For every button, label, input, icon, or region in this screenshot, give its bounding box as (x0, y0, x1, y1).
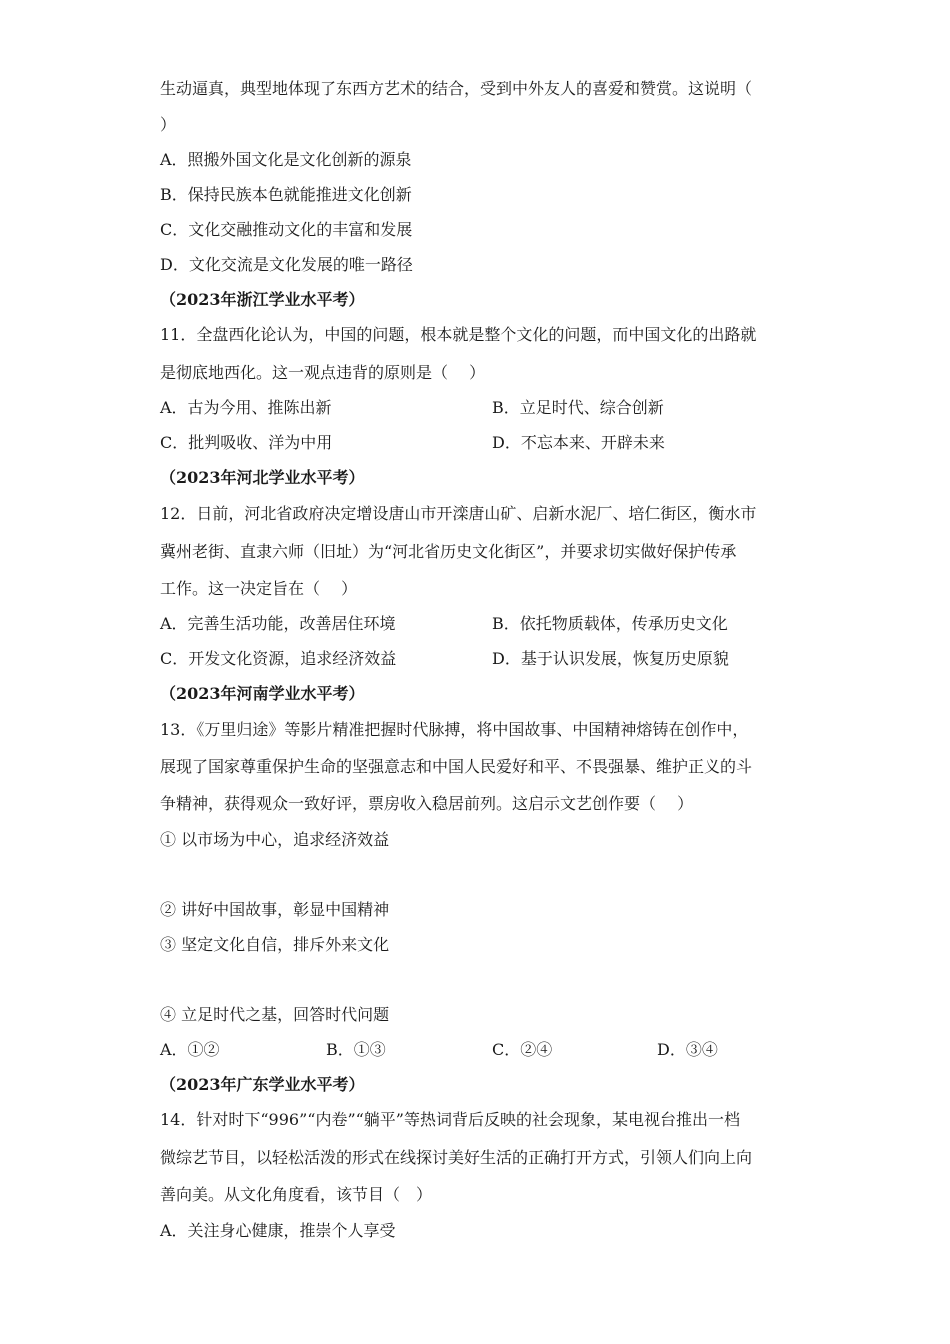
q12-stem-line2: 冀州老街、直隶六师（旧址）为“河北省历史文化街区”，并要求切实做好保护传承 (160, 542, 737, 561)
q14-stem-line3: 善向美。从文化角度看，该节目（ ） (160, 1185, 433, 1204)
q11-option-a: A．古为今用、推陈出新 (160, 398, 332, 417)
q12-source: （2023年河北学业水平考） (160, 468, 365, 487)
q13-option-b: B．①③ (326, 1040, 386, 1059)
q11-option-d: D．不忘本来、开辟未来 (492, 433, 665, 452)
q12-stem-line1: 12．日前，河北省政府决定增设唐山市开滦唐山矿、启新水泥厂、培仁街区，衡水市 (160, 504, 757, 523)
q13-statement-2: ② 讲好中国故事，彰显中国精神 (160, 900, 390, 919)
q14-stem-line1: 14．针对时下“996”“内卷”“躺平”等热词背后反映的社会现象，某电视台推出一档 (160, 1110, 740, 1129)
q12-option-c: C．开发文化资源，追求经济效益 (160, 649, 397, 668)
q12-option-b: B．依托物质载体，传承历史文化 (492, 614, 728, 633)
q14-source: （2023年广东学业水平考） (160, 1075, 365, 1094)
q10-stem-line1: 生动逼真，典型地体现了东西方艺术的结合，受到中外友人的喜爱和赞赏。这说明（ (160, 79, 753, 98)
q13-stem-line1: 13．《万里归途》等影片精准把握时代脉搏，将中国故事、中国精神熔铸在创作中， (160, 720, 749, 739)
q13-stem-line2: 展现了国家尊重保护生命的坚强意志和中国人民爱好和平、不畏强暴、维护正义的斗 (160, 757, 753, 776)
q13-statement-4: ④ 立足时代之基，回答时代问题 (160, 1005, 390, 1024)
q13-option-a: A．①② (160, 1040, 220, 1059)
q10-option-d: D．文化交流是文化发展的唯一路径 (160, 255, 413, 274)
q11-stem-line1: 11．全盘西化论认为，中国的问题，根本就是整个文化的问题，而中国文化的出路就 (160, 325, 757, 344)
q12-option-d: D．基于认识发展，恢复历史原貌 (492, 649, 729, 668)
q10-option-c: C．文化交融推动文化的丰富和发展 (160, 220, 413, 239)
q13-source: （2023年河南学业水平考） (160, 684, 365, 703)
q11-option-c: C．批判吸收、洋为中用 (160, 433, 333, 452)
q13-statement-3: ③ 坚定文化自信，排斥外来文化 (160, 935, 390, 954)
q14-option-a: A．关注身心健康，推崇个人享受 (160, 1221, 396, 1240)
q12-option-a: A．完善生活功能，改善居住环境 (160, 614, 396, 633)
q11-stem-line2: 是彻底地西化。这一观点违背的原则是（ ） (160, 363, 486, 382)
q13-stem-line3: 争精神，获得观众一致好评，票房收入稳居前列。这启示文艺创作要（ ） (160, 794, 694, 813)
q12-stem-line3: 工作。这一决定旨在（ ） (160, 579, 358, 598)
q10-option-a: A．照搬外国文化是文化创新的源泉 (160, 150, 412, 169)
q14-stem-line2: 微综艺节目，以轻松活泼的形式在线探讨美好生活的正确打开方式，引领人们向上向 (160, 1148, 753, 1167)
q11-option-b: B．立足时代、综合创新 (492, 398, 664, 417)
q10-option-b: B．保持民族本色就能推进文化创新 (160, 185, 412, 204)
q13-option-d: D．③④ (657, 1040, 718, 1059)
q13-statement-1: ① 以市场为中心，追求经济效益 (160, 830, 390, 849)
q13-option-c: C．②④ (492, 1040, 553, 1059)
q11-source: （2023年浙江学业水平考） (160, 290, 365, 309)
q10-stem-line2: ） (160, 115, 177, 134)
